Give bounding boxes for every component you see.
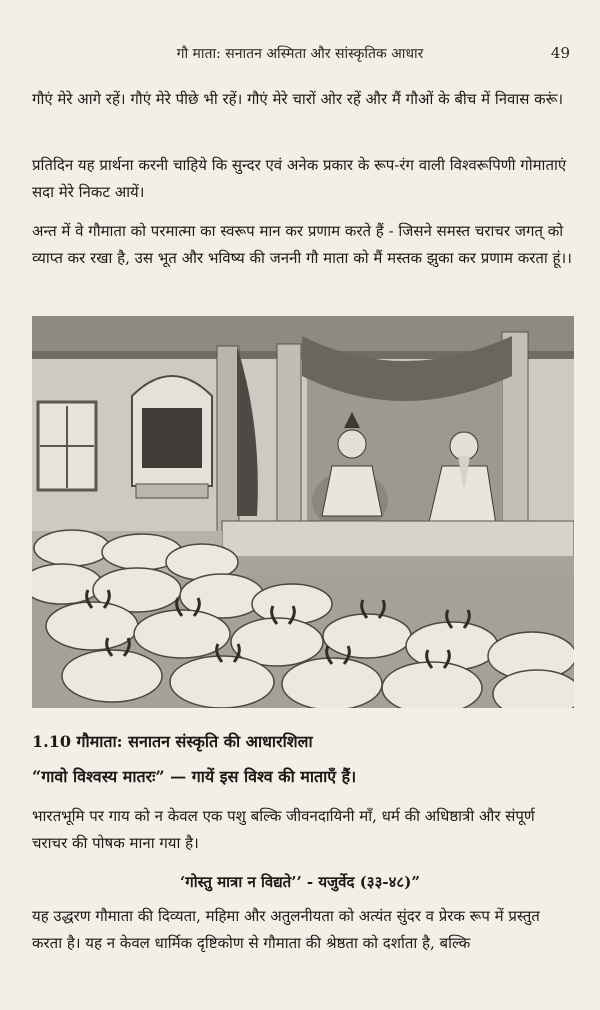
running-header: गौ माता: सनातन अस्मिता और सांस्कृतिक आधार bbox=[176, 46, 424, 62]
sanskrit-quote-2: ‘गोस्तु मात्रा न विद्यते’’ - यजुर्वेद (३३-४८)” bbox=[180, 873, 420, 891]
paragraph-1: गौएं मेरे आगे रहें। गौएं मेरे पीछे भी रहें। गौएं मेरे चारों ओर रहें और मैं गौओं के बीच में निवास करूं। bbox=[32, 90, 564, 108]
sanskrit-quote-1: “गावो विश्वस्य मातरः” — गायें इस विश्व की माताएँ हैं। bbox=[32, 767, 357, 786]
paragraph-2: प्रतिदिन यह प्रार्थना करनी चाहिये कि सुन्दर एवं अनेक प्रकार के रूप-रंग वाली विश्वरूपिणी गोमाताएं सदा मेरे निकट आयें। bbox=[32, 156, 567, 201]
paragraph-4: भारतभूमि पर गाय को न केवल एक पशु बल्कि जीवनदायिनी माँ, धर्म की अधिष्ठात्री और संपूर्ण चराचर की पोषक माना गया है। bbox=[32, 807, 535, 852]
page-number: 49 bbox=[550, 44, 570, 62]
paragraph-5: यह उद्धरण गौमाता की दिव्यता, महिमा और अतुलनीयता को अत्यंत सुंदर व प्रेरक रूप में प्रस्तुत करता है। यह न केवल धार्मिक दृष्टिकोण से गौमाता की श्रेष्ठता को दर्शाता है, बल्कि bbox=[32, 907, 540, 952]
sage-and-cows-illustration bbox=[32, 316, 574, 708]
paragraph-3: अन्त में वे गौमाता को परमात्मा का स्वरूप मान कर प्रणाम करते हैं - जिसने समस्त चराचर जगत् को व्याप्त कर रखा है, उस भूत और भविष्य की जननी गौ माता को मैं मस्तक झुका कर प्रणाम करता हूं।। bbox=[32, 222, 572, 267]
section-heading: 1.10 गौमाता: सनातन संस्कृति की आधारशिला bbox=[32, 732, 313, 751]
